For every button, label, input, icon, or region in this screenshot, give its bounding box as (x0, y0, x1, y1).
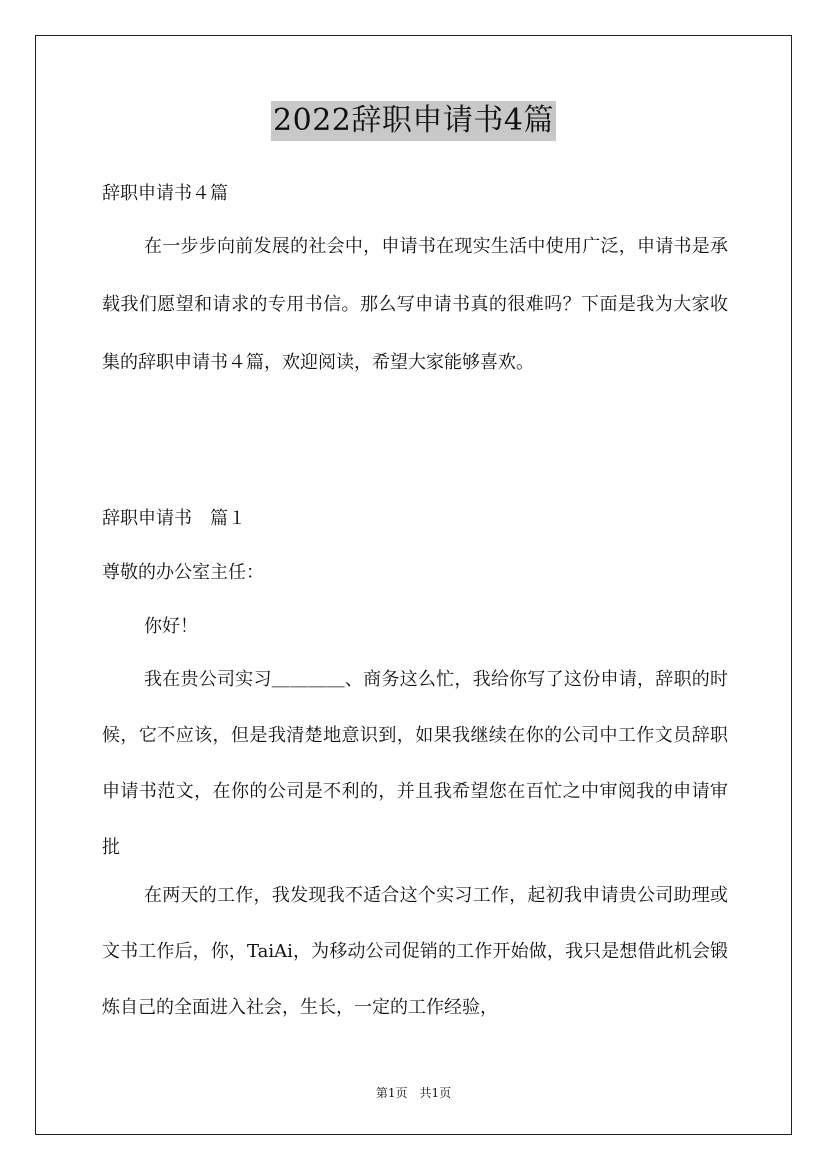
salutation: 尊敬的办公室主任： (102, 562, 264, 583)
greeting: 你好！ (144, 616, 198, 637)
document-title: 2022辞职申请书4篇 (271, 101, 556, 141)
document-subtitle: 辞职申请书４篇 (102, 183, 228, 204)
section-heading: 辞职申请书 篇１ (102, 508, 246, 529)
body-paragraph-2: 在两天的工作，我发现我不适合这个实习工作，起初我申请贵公司助理或文书工作后，你，TaiAi，为移动公司促销的工作开始做，我只是想借此机会锻炼自己的全面进入社会，生长，一定的工作经验， (102, 885, 728, 1018)
body-paragraph-1: 我在贵公司实习＿＿＿＿、商务这么忙，我给你写了这份申请，辞职的时候，它不应该，但是我清楚地意识到，如果我继续在你的公司中工作文员辞职申请书范文，在你的公司是不利的，并且我希望您在百忙之中审阅我的申请审批 (102, 669, 728, 858)
intro-paragraph: 在一步步向前发展的社会中，申请书在现实生活中使用广泛，申请书是承载我们愿望和请求的专用书信。那么写申请书真的很难吗？下面是我为大家收集的辞职申请书４篇，欢迎阅读，希望大家能够喜欢。 (102, 236, 728, 373)
page-footer: 第1页 共1页 (375, 1086, 452, 1100)
title-container (0, 101, 827, 141)
